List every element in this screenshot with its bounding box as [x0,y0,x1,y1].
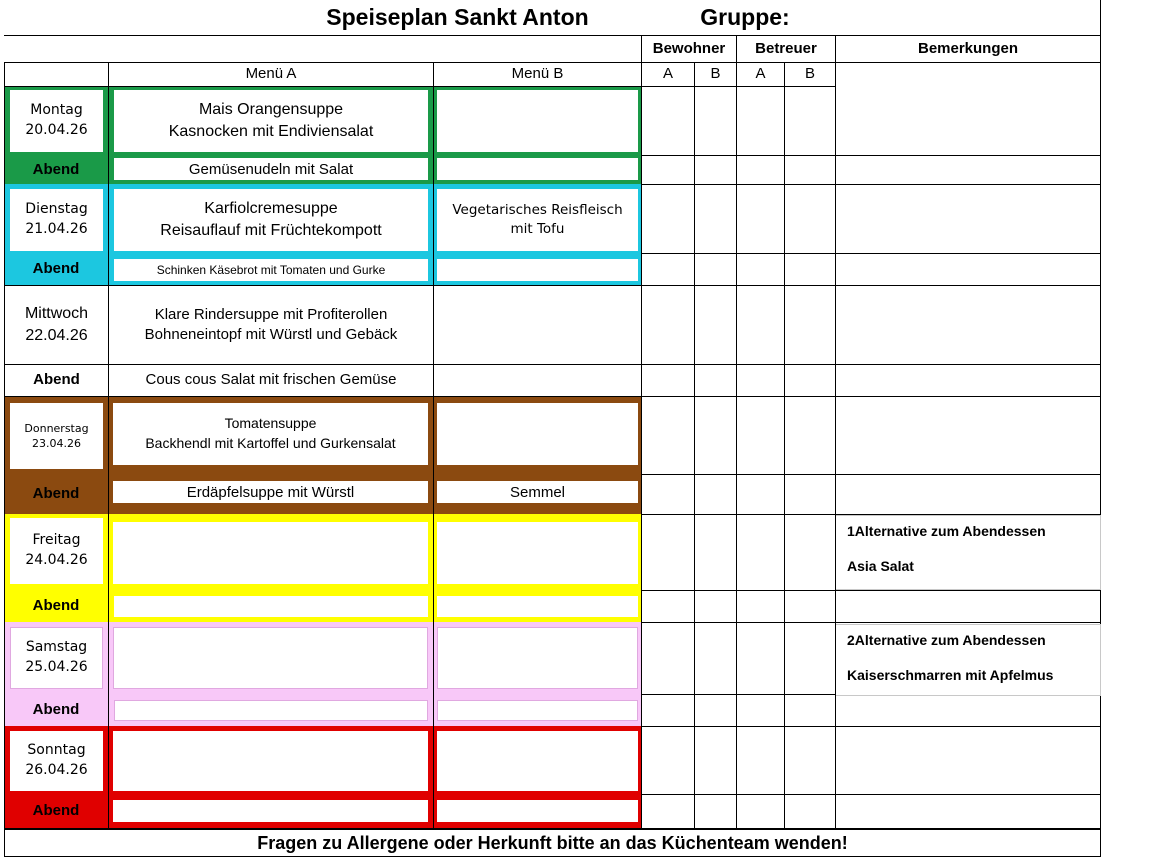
menu-b-line1: Vegetarisches Reisfleisch [452,202,623,219]
betreuer-a-header: A [755,65,766,83]
montag-day-cell [10,90,103,152]
freitag-day-cell [10,518,103,584]
bewohner-header: Bewohner [652,39,726,57]
sonntag-abend-label: Abend [32,802,80,820]
montag-abend-label: Abend [32,160,80,178]
samstag-menu-b [437,627,638,689]
menu-a-line2: Kasnocken mit Endiviensalat [168,123,374,140]
bewohner-a-header: A [662,65,673,83]
montag-menu-a [114,90,428,152]
footer-note: Fragen zu Allergene oder Herkunft bitte an das Küchenteam wenden! [257,832,848,853]
bewohner-b-header: B [710,65,721,83]
samstag-abend-a [114,700,428,721]
day-date: 26.04.26 [25,762,88,778]
page-title: Speiseplan Sankt Anton [326,4,589,31]
freitag-menu-a [113,522,428,584]
bemerkungen-header: Bemerkungen [917,39,1019,57]
menu-a-line2: Bohneneintopf mit Würstl und Gebäck [144,326,398,343]
day-date: 20.04.26 [25,122,88,138]
donnerstag-day-cell [10,403,103,469]
alternative-1-note [836,515,1101,590]
day-name: Mittwoch [24,305,89,323]
mittwoch-menu-a [109,286,433,364]
day-name: Donnerstag [24,421,89,435]
day-date: 24.04.26 [25,552,88,568]
sonntag-menu-b [437,731,638,791]
sonntag-abend-b [437,800,638,822]
montag-abend-b [437,158,638,180]
samstag-abend-label: Abend [32,701,80,719]
freitag-abend-label: Abend [32,597,80,615]
menu-a-line2: Backhendl mit Kartoffel und Gurkensalat [145,435,396,451]
sonntag-day-cell [10,731,103,791]
alternative-1-title: 1Alternative zum Abendessen [847,523,1046,539]
group-label: Gruppe: [700,4,790,31]
menu-a-header: Menü A [245,65,297,83]
mittwoch-day-cell [5,286,108,364]
alternative-2-text: Kaiserschmarren mit Apfelmus [847,667,1054,683]
samstag-menu-a [113,627,428,689]
day-name: Montag [30,102,83,119]
day-date: 23.04.26 [32,437,81,450]
mittwoch-abend-b [434,365,641,396]
betreuer-header: Betreuer [755,39,817,57]
mittwoch-abend-a: Cous cous Salat mit frischen Gemüse [145,371,397,389]
donnerstag-abend-a: Erdäpfelsuppe mit Würstl [113,481,428,503]
samstag-abend-b [437,700,638,721]
menu-b-line2: mit Tofu [510,221,565,237]
donnerstag-abend-label: Abend [32,484,80,502]
menu-a-line1: Tomatensuppe [224,415,317,432]
dienstag-abend-b [437,259,638,281]
donnerstag-menu-a [113,403,428,465]
samstag-day-cell [10,627,103,689]
day-name: Dienstag [25,201,88,218]
day-date: 25.04.26 [25,659,88,675]
dienstag-menu-a [114,189,428,251]
mittwoch-abend-label: Abend [33,371,80,389]
day-name: Freitag [32,532,81,549]
donnerstag-abend-b: Semmel [437,481,638,503]
dienstag-abend-a: Schinken Käsebrot mit Tomaten und Gurke [114,259,428,281]
montag-menu-b [437,90,638,152]
menu-a-line1: Klare Rindersuppe mit Profiterollen [154,305,388,323]
dienstag-day-cell [10,189,103,251]
day-date: 22.04.26 [25,327,88,344]
dienstag-menu-b [437,189,638,251]
menu-a-line2: Reisauflauf mit Früchtekompott [160,222,382,239]
day-name: Samstag [25,639,88,656]
donnerstag-menu-b [437,403,638,465]
freitag-abend-a [114,596,428,617]
alternative-2-note [836,624,1101,696]
menu-b-header: Menü B [511,65,564,83]
sonntag-menu-a [113,731,428,791]
menu-a-line1: Karfiolcremesuppe [204,199,338,217]
alternative-1-text: Asia Salat [847,558,914,574]
alternative-2-title: 2Alternative zum Abendessen [847,632,1046,648]
dienstag-abend-label: Abend [32,260,80,278]
montag-abend-a: Gemüsenudeln mit Salat [114,158,428,180]
day-name: Sonntag [27,742,86,759]
sonntag-abend-a [113,800,428,822]
freitag-abend-b [437,596,638,617]
freitag-menu-b [437,522,638,584]
mittwoch-menu-b [434,286,641,364]
betreuer-b-header: B [804,65,815,83]
day-date: 21.04.26 [25,221,88,237]
menu-a-line1: Mais Orangensuppe [198,100,344,118]
